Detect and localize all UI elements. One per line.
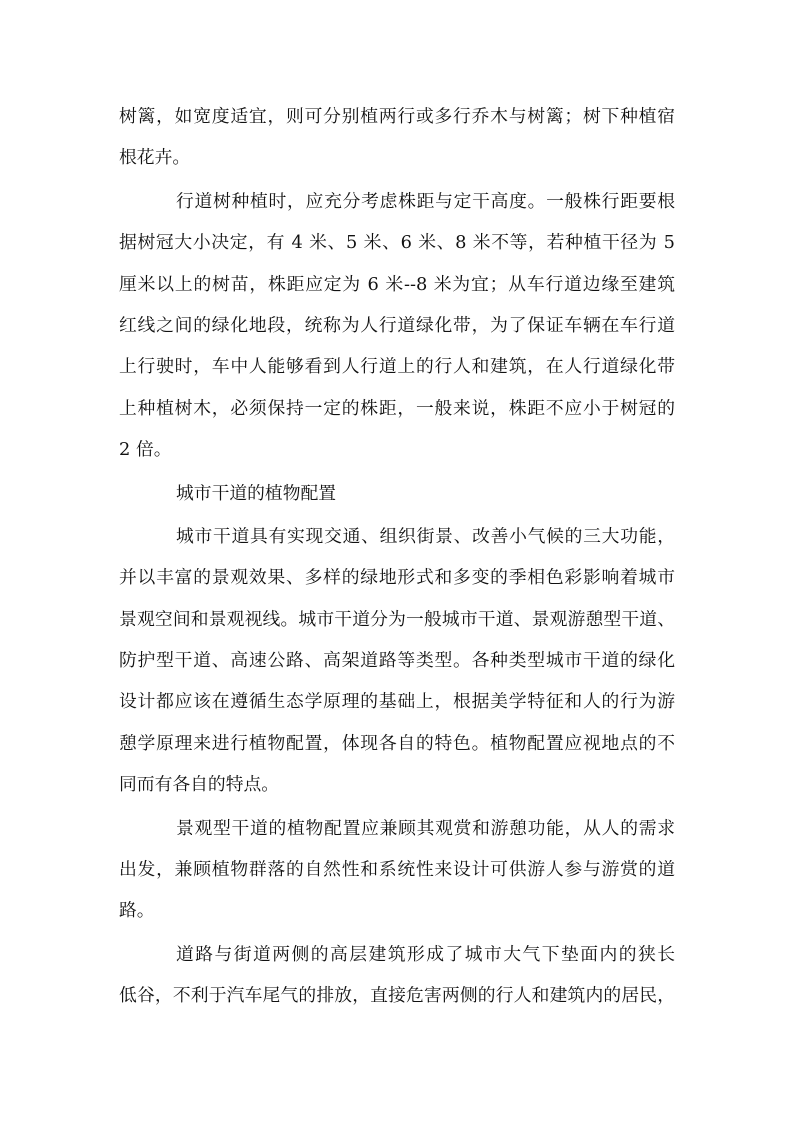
text-line: 据树冠大小决定，有 4 米、5 米、6 米、8 米不等，若种植干径为 5 [119, 232, 675, 254]
document-body [119, 96, 675, 1017]
paragraph-street-tree-spacing [119, 181, 675, 471]
text-line: 上行驶时，车中人能够看到人行道上的行人和建筑，在人行道绿化带 [119, 356, 675, 378]
text-line: 路。 [119, 900, 155, 922]
paragraph-continuation [119, 96, 675, 179]
text-line: 2 倍。 [119, 439, 172, 461]
paragraph-landscape-roads [119, 808, 675, 932]
text-line: 憩学原理来进行植物配置，体现各自的特色。植物配置应视地点的不 [119, 732, 675, 754]
text-line: 同而有各自的特点。 [119, 774, 280, 796]
paragraph-street-canyon [119, 934, 675, 1017]
text-line: 景观空间和景观视线。城市干道分为一般城市干道、景观游憩型干道、 [119, 608, 675, 630]
text-line: 厘米以上的树苗，株距应定为 6 米--8 米为宜；从车行道边缘至建筑 [119, 273, 675, 295]
section-heading-text: 城市干道的植物配置 [176, 482, 337, 504]
paragraph-arterial-roads [119, 516, 675, 806]
text-line: 出发，兼顾植物群落的自然性和系统性来设计可供游人参与游赏的道 [119, 859, 675, 881]
text-line: 行道树种植时，应充分考虑株距与定干高度。一般株行距要根 [176, 190, 675, 212]
text-line: 红线之间的绿化地段，统称为人行道绿化带，为了保证车辆在车行道 [119, 314, 675, 336]
text-line: 防护型干道、高速公路、高架道路等类型。各种类型城市干道的绿化 [119, 650, 675, 672]
text-line: 道路与街道两侧的高层建筑形成了城市大气下垫面内的狭长 [176, 943, 675, 965]
text-line: 树篱，如宽度适宜，则可分别植两行或多行乔木与树篱；树下种植宿 [119, 106, 675, 127]
section-heading [119, 473, 675, 514]
text-line: 根花卉。 [119, 147, 191, 169]
text-line: 设计都应该在遵循生态学原理的基础上，根据美学特征和人的行为游 [119, 691, 675, 713]
text-line: 低谷，不利于汽车尾气的排放，直接危害两侧的行人和建筑内的居民， [119, 985, 675, 1007]
text-line: 城市干道具有实现交通、组织街景、改善小气候的三大功能， [176, 525, 675, 547]
text-line: 并以丰富的景观效果、多样的绿地形式和多变的季相色彩影响着城市 [119, 567, 675, 589]
text-line: 景观型干道的植物配置应兼顾其观赏和游憩功能，从人的需求 [176, 817, 675, 839]
text-line: 上种植树木，必须保持一定的株距，一般来说，株距不应小于树冠的 [119, 397, 675, 419]
